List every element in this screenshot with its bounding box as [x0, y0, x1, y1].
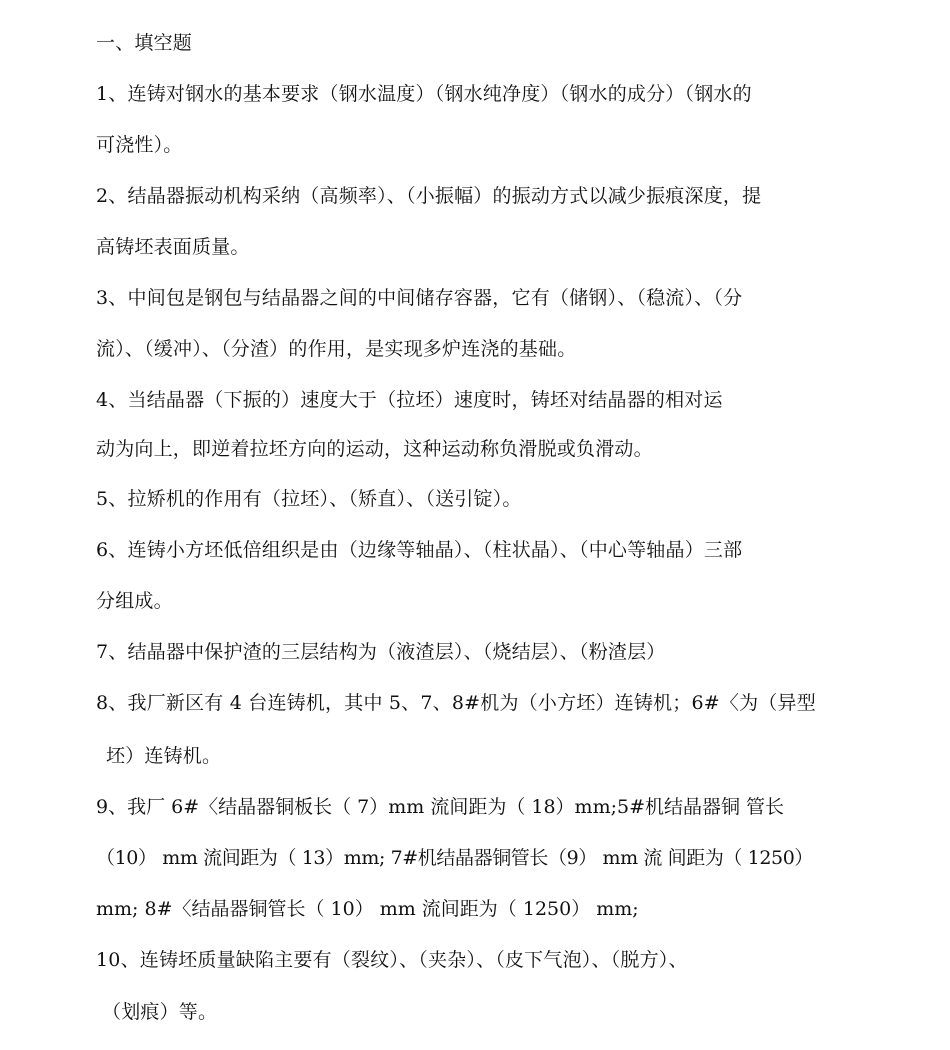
question-8-line-2: 坯）连铸机。: [106, 745, 222, 767]
question-9-line-1: 9、我厂 6#〈结晶器铜板长（ 7）mm 流间距为（ 18）mm;5#机结晶器铜 管长: [96, 796, 785, 818]
question-10-line-2: （划痕）等。: [102, 1001, 218, 1023]
question-10-line-1: 10、连铸坯质量缺陷主要有（裂纹）、（夹杂）、（皮下气泡）、（脱方）、: [96, 949, 688, 971]
question-2-line-2: 高铸坯表面质量。: [96, 236, 250, 258]
question-6-line-1: 6、连铸小方坯低倍组织是由（边缘等轴晶）、（柱状晶）、（中心等轴晶）三部: [96, 539, 743, 561]
question-4-line-2: 动为向上，即逆着拉坯方向的运动，这种运动称负滑脱或负滑动。: [96, 438, 653, 460]
question-3-line-2: 流）、（缓冲）、（分渣）的作用，是实现多炉连浇的基础。: [96, 338, 577, 360]
question-3-line-1: 3、中间包是钢包与结晶器之间的中间储存容器，它有（储钢）、（稳流）、（分: [96, 287, 743, 309]
question-9-line-2: （10） mm 流间距为（ 13）mm; 7#机结晶器铜管长（9） mm 流 间距为（ 1250）: [96, 847, 814, 869]
question-5-line: 5、拉矫机的作用有（拉坯）、（矫直）、（送引锭）。: [96, 488, 522, 510]
question-2-line-1: 2、结晶器振动机构采纳（高频率）、（小振幅）的振动方式以减少振痕深度，提: [96, 185, 762, 207]
question-6-line-2: 分组成。: [96, 590, 173, 612]
question-8-line-1: 8、我厂新区有 4 台连铸机，其中 5、7、8#机为（小方坯）连铸机；6#〈为（异型: [96, 692, 816, 714]
question-1-line-1: 1、连铸对钢水的基本要求（钢水温度）（钢水纯净度）（钢水的成分）（钢水的: [96, 83, 752, 105]
question-4-line-1: 4、当结晶器（下振的）速度大于（拉坯）速度时，铸坯对结晶器的相对运: [96, 389, 723, 411]
question-1-line-2: 可浇性）。: [96, 134, 183, 156]
question-9-line-3: mm; 8#〈结晶器铜管长（ 10） mm 流间距为（ 1250） mm;: [96, 898, 639, 920]
question-7-line: 7、结晶器中保护渣的三层结构为（液渣层）、（烧结层）、（粉渣层）: [96, 641, 666, 663]
section-heading: 一、填空题: [96, 32, 193, 54]
